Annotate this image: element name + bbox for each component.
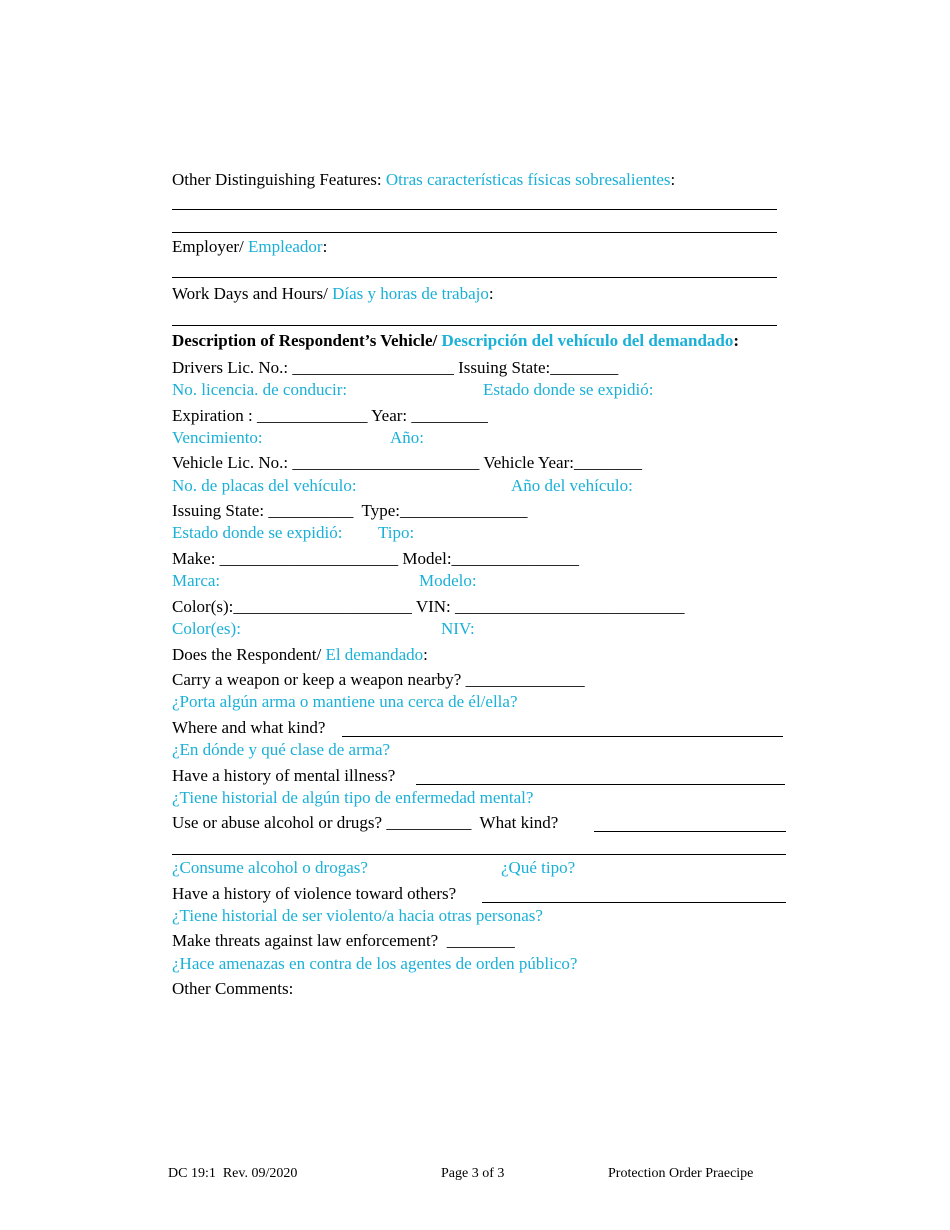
expiration-field[interactable]: Expiration : _____________ Year: _________ [172,406,488,425]
alcohol-es: ¿Consume alcohol o drogas? [172,858,368,877]
where-line[interactable] [342,736,783,737]
work-es: Días y horas de trabajo [332,284,489,303]
colon: : [423,645,428,664]
threats-field[interactable]: Make threats against law enforcement? ________ [172,931,515,950]
color-es: Color(es): [172,619,241,638]
make-model-field[interactable]: Make: _____________________ Model:_______________ [172,549,580,568]
what-kind-line[interactable] [594,831,786,832]
drivers-lic-es: No. licencia. de conducir: [172,380,348,399]
features-es: Otras características físicas sobresalientes [385,170,671,189]
where-es: ¿En dónde y qué clase de arma? [172,740,391,759]
where-label: Where and what kind? [172,718,330,737]
vehicle-heading-es: Descripción del vehículo del demandado [441,331,734,350]
alcohol-label: Use or abuse alcohol or drugs? __________ What kind? [172,813,563,832]
issuing-type-field[interactable]: Issuing State: __________ Type:_______________ [172,501,528,520]
violence-label: Have a history of violence toward others? [172,884,461,903]
employer-line[interactable] [172,277,777,278]
vehicle-lic-es: No. de placas del vehículo: [172,476,357,495]
violence-es: ¿Tiene historial de ser violento/a hacia otras personas? [172,906,543,925]
year-es: Año: [390,428,424,447]
violence-line[interactable] [482,902,786,903]
employer-label [172,237,327,257]
make-es: Marca: [172,571,221,590]
threats-es: ¿Hace amenazas en contra de los agentes de orden público? [172,954,578,973]
features-label [172,170,675,190]
issuing-state-es: Estado donde se expidió: [483,380,654,399]
work-label [172,284,494,304]
features-en: Other Distinguishing Features: [172,170,386,189]
colon: : [488,284,494,303]
weapon-es: ¿Porta algún arma o mantiene una cerca de él/ella? [172,692,518,711]
mental-label: Have a history of mental illness? [172,766,400,785]
alcohol-line[interactable] [172,854,786,855]
expiration-es: Vencimiento: [172,428,263,447]
work-line[interactable] [172,325,777,326]
type-es: Tipo: [378,523,415,542]
colon: : [733,331,740,350]
vin-es: NIV: [441,619,475,638]
other-comments-label: Other Comments: [172,979,294,998]
respondent-en: Does the Respondent/ [172,645,326,664]
respondent-label [172,645,428,665]
vehicle-lic-field[interactable]: Vehicle Lic. No.: ______________________ Vehicle Year:________ [172,453,642,472]
drivers-lic-field[interactable]: Drivers Lic. No.: ___________________ Issuing State:________ [172,358,619,377]
colon: : [670,170,676,189]
features-line-2[interactable] [172,232,777,233]
vehicle-heading [172,331,739,351]
model-es: Modelo: [419,571,477,590]
issuing-es: Estado donde se expidió: [172,523,343,542]
footer-form-number: DC 19:1 Rev. 09/2020 [168,1166,298,1181]
color-vin-field[interactable]: Color(s):_____________________ VIN: ___________________________ [172,597,685,616]
respondent-es: El demandado [325,645,424,664]
features-line-1[interactable] [172,209,777,210]
employer-en: Employer/ [172,237,249,256]
mental-line[interactable] [416,784,785,785]
weapon-field[interactable]: Carry a weapon or keep a weapon nearby? ______________ [172,670,585,689]
work-en: Work Days and Hours/ [172,284,333,303]
vehicle-heading-en: Description of Respondent’s Vehicle/ [172,331,442,350]
what-kind-es: ¿Qué tipo? [501,858,576,877]
colon: : [322,237,328,256]
footer-page-number: Page 3 of 3 [441,1166,505,1181]
employer-es: Empleador [248,237,323,256]
footer-title: Protection Order Praecipe [608,1166,754,1181]
vehicle-year-es: Año del vehículo: [511,476,633,495]
mental-es: ¿Tiene historial de algún tipo de enfermedad mental? [172,788,534,807]
